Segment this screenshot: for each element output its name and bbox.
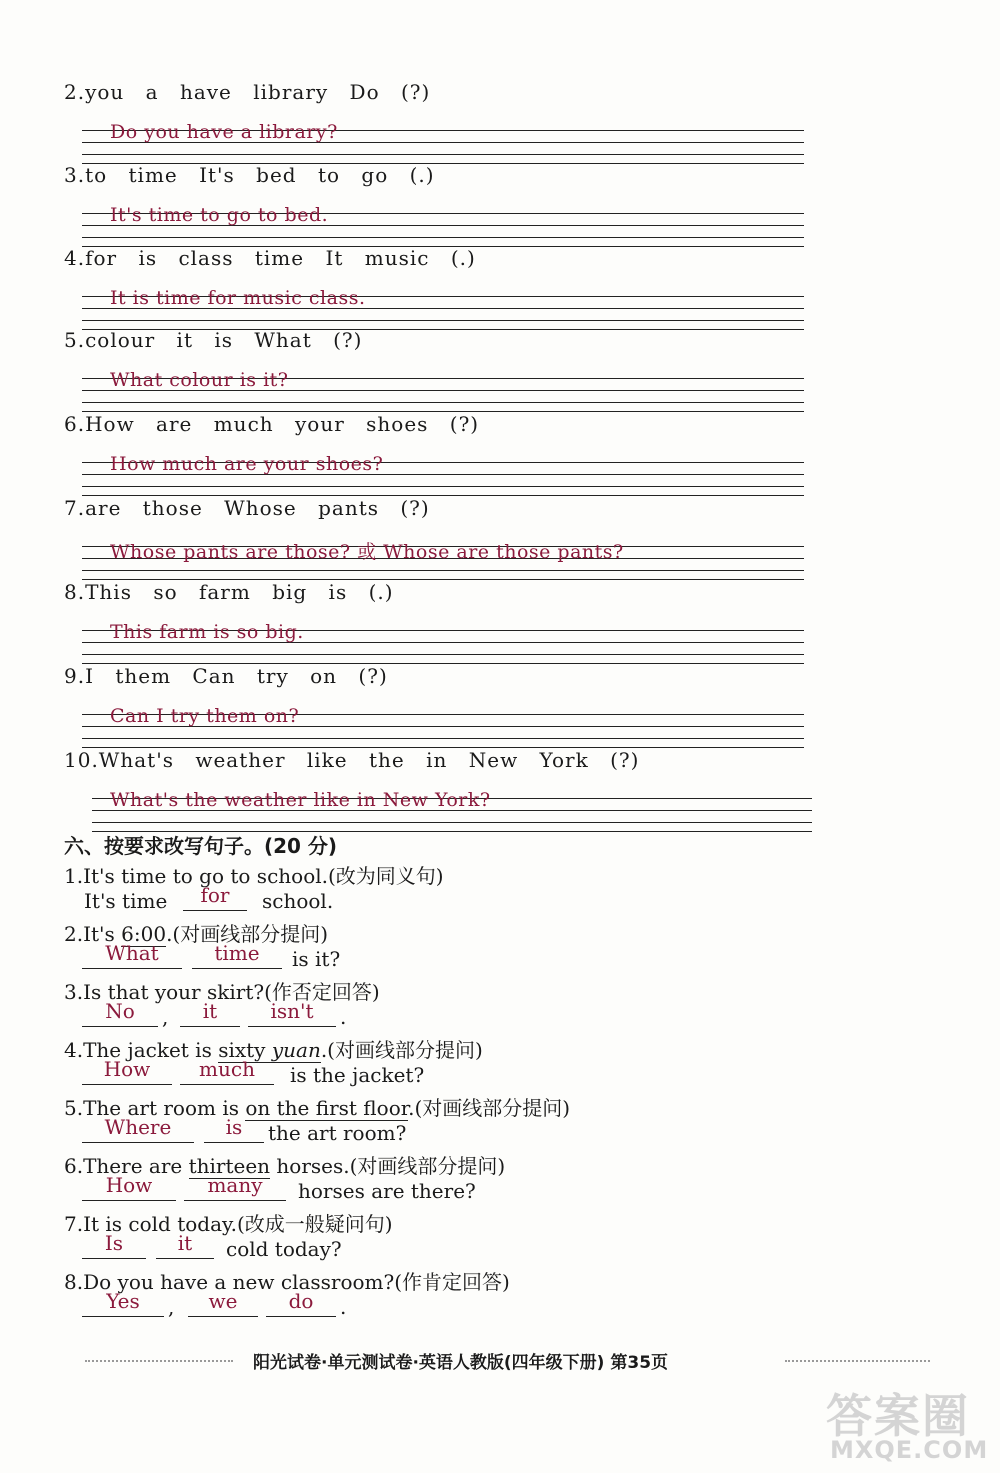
answer-block-9 [82,704,804,748]
question-7: 7.are those Whose pants (?) [64,496,430,520]
s6-q3-comma: , [162,1005,169,1029]
page-footer [85,1348,930,1372]
s6-q8-comma: , [168,1295,175,1319]
s6-q1-pre: It's time [84,889,168,913]
s6-q6-blank-2[interactable]: many [184,1174,286,1201]
answer-block-3 [82,203,804,247]
watermark-logo: 答案圈 [826,1389,970,1443]
s6-q7-blank-1[interactable]: Is [82,1232,146,1259]
footer-dots-left [85,1360,233,1362]
answer-block-8 [82,620,804,664]
s6-q2-prompt: 2.It's 6:00.(对画线部分提问) [64,922,329,946]
answer-block-6 [82,452,804,496]
s6-q1-blank-1[interactable]: for [183,884,247,911]
s6-q2-post: is it? [292,947,341,971]
question-10: 10.What's weather like the in New York (?) [64,748,640,772]
s6-q8-blank-1[interactable]: Yes [82,1290,164,1317]
answer-5: What colour is it? [110,369,289,391]
s6-q8-end: . [340,1295,347,1319]
s6-q8-prompt: 8.Do you have a new classroom?(作肯定回答) [64,1270,510,1294]
s6-q1-post: school. [262,889,334,913]
watermark [808,1380,993,1470]
answer-7: Whose pants are those? 或 Whose are those pants? [110,541,624,563]
question-5: 5.colour it is What (?) [64,328,363,352]
watermark-url: MXQE.COM [830,1436,989,1464]
question-6: 6.How are much your shoes (?) [64,412,480,436]
s6-q4-prompt: 4.The jacket is sixty yuan.(对画线部分提问) [64,1038,483,1062]
s6-q4-blank-2[interactable]: much [180,1058,274,1085]
answer-6: How much are your shoes? [110,453,384,475]
s6-q6-prompt: 6.There are thirteen horses.(对画线部分提问) [64,1154,506,1178]
question-2: 2.you a have library Do (?) [64,80,431,104]
answer-block-2 [82,120,804,164]
section-6-title: 六、按要求改写句子。(20 分) [64,834,338,858]
answer-2: Do you have a library? [110,121,338,143]
s6-q2-blank-2[interactable]: time [192,942,282,969]
answer-block-4 [82,286,804,330]
answer-block-5 [82,368,804,412]
s6-q5-blank-1[interactable]: Where [82,1116,194,1143]
s6-q1-prompt: 1.It's time to go to school.(改为同义句) [64,864,444,888]
answer-8: This farm is so big. [110,621,304,643]
s6-q5-post: the art room? [268,1121,407,1145]
s6-q7-blank-2[interactable]: it [156,1232,214,1259]
answer-block-7 [82,536,804,580]
s6-q4-blank-1[interactable]: How [82,1058,172,1085]
s6-q8-blank-3[interactable]: do [266,1290,336,1317]
question-3: 3.to time It's bed to go (.) [64,163,435,187]
footer-dots-right [785,1360,930,1362]
s6-q5-prompt: 5.The art room is on the first floor.(对画线部分提问) [64,1096,571,1120]
s6-q3-blank-1[interactable]: No [82,1000,158,1027]
footer-text: 阳光试卷·单元测试卷·英语人教版(四年级下册) 第35页 [253,1353,669,1373]
answer-4: It is time for music class. [110,287,366,309]
question-8: 8.This so farm big is (.) [64,580,394,604]
s6-q4-post: is the jacket? [290,1063,425,1087]
question-4: 4.for is class time It music (.) [64,246,476,270]
answer-9: Can I try them on? [110,705,300,727]
s6-q6-blank-1[interactable]: How [82,1174,176,1201]
s6-q3-prompt: 3.Is that your skirt?(作否定回答) [64,980,380,1004]
s6-q3-blank-3[interactable]: isn't [248,1000,336,1027]
s6-q5-blank-2[interactable]: is [204,1116,264,1143]
answer-block-10 [92,788,812,832]
s6-q2-blank-1[interactable]: What [82,942,182,969]
s6-q3-end: . [340,1005,347,1029]
s6-q8-blank-2[interactable]: we [188,1290,258,1317]
question-9: 9.I them Can try on (?) [64,664,388,688]
s6-q7-prompt: 7.It is cold today.(改成一般疑问句) [64,1212,393,1236]
answer-10: What's the weather like in New York? [110,789,491,811]
s6-q6-post: horses are there? [298,1179,476,1203]
s6-q7-post: cold today? [226,1237,342,1261]
s6-q3-blank-2[interactable]: it [180,1000,240,1027]
answer-3: It's time to go to bed. [110,204,329,226]
